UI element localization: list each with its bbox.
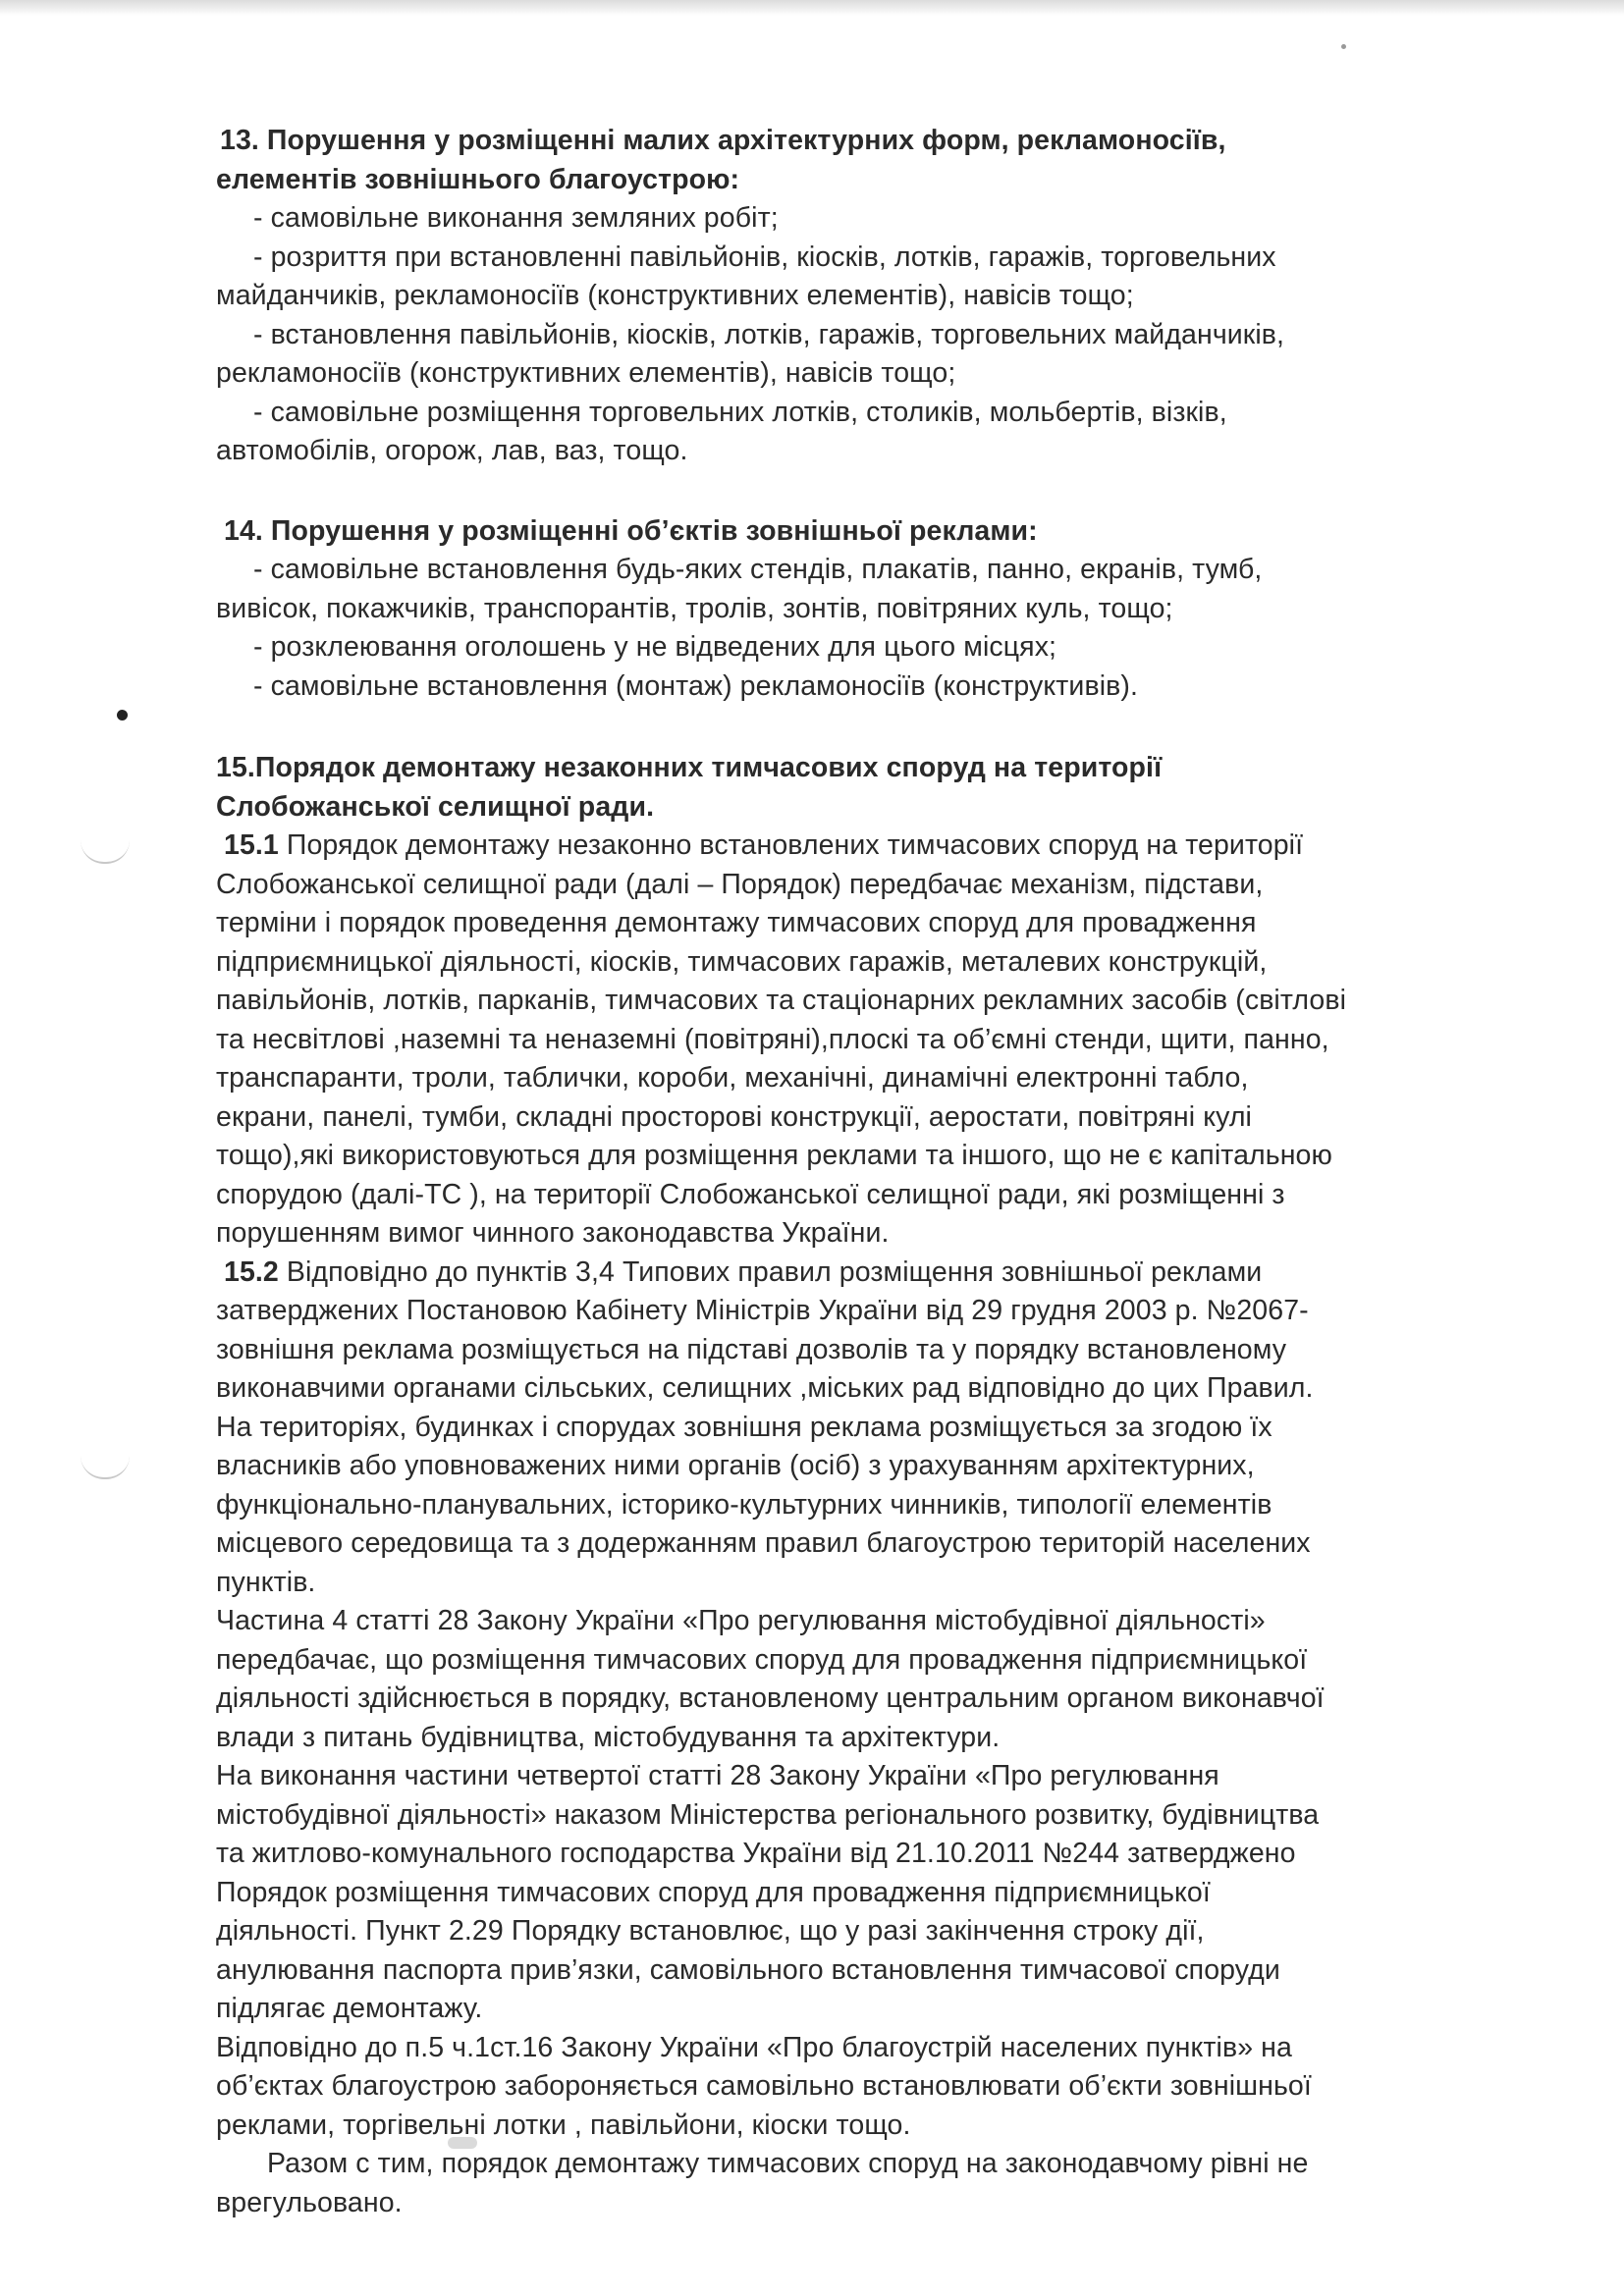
paragraph-line: пунктів. xyxy=(216,1566,316,1598)
list-item-cont: вивісок, покажчиків, транспорантів, тролів, зонтів, повітряних куль, тощо; xyxy=(216,592,1173,624)
list-item: - самовільне розміщення торговельних лотків, столиків, мольбертів, візків, xyxy=(253,396,1227,428)
paragraph-line: На виконання частини четвертої статті 28 Закону України «Про регулювання xyxy=(216,1760,1219,1791)
paragraph-line: затверджених Постановою Кабінету Міністрів України від 29 грудня 2003 р. №2067- xyxy=(216,1295,1309,1326)
paragraph-line: підприємницької діяльності, кіосків, тимчасових гаражів, металевих конструкцій, xyxy=(216,945,1268,978)
punch-hole-mark xyxy=(81,840,130,864)
paragraph-line: діяльності. Пункт 2.29 Порядку встановлює, що у разі закінчення строку дії, xyxy=(216,1915,1205,1947)
paragraph-line: містобудівної діяльності» наказом Міністерства регіонального розвитку, будівництва xyxy=(216,1798,1320,1831)
section-13-title: 13. Порушення у розміщенні малих архітектурних форм, рекламоносіїв, xyxy=(220,125,1226,156)
paragraph-line: транспаранти, троли, таблички, короби, механічні, динамічні електронні табло, xyxy=(216,1062,1249,1094)
document-body xyxy=(216,122,1502,2222)
paragraph-line: виконавчими органами сільських, селищних ,міських рад відповідно до цих Правил. xyxy=(216,1372,1314,1404)
list-item: - самовільне встановлення (монтаж) рекламоносіїв (конструктивів). xyxy=(253,669,1138,702)
paragraph-line: об’єктах благоустрою забороняється самовільно встановлювати об’єкти зовнішньої xyxy=(216,2070,1312,2102)
paragraph-line: терміни і порядок проведення демонтажу тимчасових споруд для провадження xyxy=(216,907,1257,938)
section-14-title: 14. Порушення у розміщенні об’єктів зовнішньої реклами: xyxy=(224,514,1038,547)
paragraph-line: місцевого середовища та з додержанням правил благоустрою територій населених xyxy=(216,1527,1311,1559)
list-item-cont: майданчиків, рекламоносіїв (конструктивних елементів), навісів тощо; xyxy=(216,280,1134,311)
scan-speck xyxy=(1341,44,1346,49)
paragraph-line: та житлово-комунального господарства України від 21.10.2011 №244 затверджено xyxy=(216,1838,1296,1869)
paragraph-line: анулювання паспорта прив’язки, самовільного встановлення тимчасової споруди xyxy=(216,1953,1280,1986)
section-15-title: 15.Порядок демонтажу незаконних тимчасових споруд на території xyxy=(216,752,1163,783)
paragraph-line: влади з питань будівництва, містобудування та архітектури. xyxy=(216,1721,1001,1753)
paragraph-line: павільйонів, лотків, парканів, тимчасових та стаціонарних рекламних засобів (світлові xyxy=(216,985,1347,1016)
list-item: - розриття при встановленні павільйонів, кіосків, лотків, гаражів, торговельних xyxy=(253,240,1276,273)
clause-number: 15.1 xyxy=(224,829,279,861)
paragraph-line: Разом с тим, порядок демонтажу тимчасових споруд на законодавчому рівні не xyxy=(267,2148,1309,2179)
paragraph-line: На територіях, будинках і спорудах зовнішня реклама розміщується за згодою їх xyxy=(216,1411,1272,1443)
list-item-cont: автомобілів, огорож, лав, ваз, тощо. xyxy=(216,435,688,466)
paragraph-line: Слобожанської селищної ради (далі – Порядок) передбачає механізм, підстави, xyxy=(216,868,1264,900)
paragraph-line: власників або уповноважених ними органів (осіб) з урахуванням архітектурних, xyxy=(216,1450,1255,1481)
list-item: - встановлення павільйонів, кіосків, лотків, гаражів, торговельних майданчиків, xyxy=(253,318,1285,350)
paragraph-line: діяльності здійснюється в порядку, встановленому центральним органом виконавчої xyxy=(216,1682,1325,1714)
list-item: - самовільне встановлення будь-яких стендів, плакатів, панно, екранів, тумб, xyxy=(253,554,1263,585)
scan-top-edge xyxy=(0,0,1624,16)
paragraph-line: зовнішня реклама розміщується на підставі дозволів та у порядку встановленому xyxy=(216,1333,1287,1365)
paragraph-line: передбачає, що розміщення тимчасових споруд для провадження підприємницької xyxy=(216,1643,1308,1676)
punch-hole-mark xyxy=(81,1456,130,1479)
paragraph-line: реклами, торгівельні лотки , павільйони, кіоски тощо. xyxy=(216,2109,911,2141)
paragraph-15-2-line: 15.2 Відповідно до пунктів 3,4 Типових правил розміщення зовнішньої реклами xyxy=(224,1255,1263,1288)
paragraph-line: Порядок розміщення тимчасових споруд для провадження підприємницької xyxy=(216,1876,1211,1908)
paragraph-line: та несвітлові ,наземні та неназемні (повітряні),плоскі та об’ємні стенди, щити, панно, xyxy=(216,1023,1329,1055)
list-item: - самовільне виконання земляних робіт; xyxy=(253,202,779,234)
paragraph-line: Частина 4 статті 28 Закону України «Про регулювання містобудівної діяльності» xyxy=(216,1605,1266,1636)
list-item-cont: рекламоносіїв (конструктивних елементів), навісів тощо; xyxy=(216,357,956,389)
paragraph-line: врегульовано. xyxy=(216,2186,403,2218)
paragraph-line: підлягає демонтажу. xyxy=(216,1993,483,2024)
paragraph-line: тощо),які використовуються для розміщення реклами та іншого, що не є капітальною xyxy=(216,1140,1332,1171)
paragraph-15-1-line: 15.1 Порядок демонтажу незаконно встановлених тимчасових споруд на території xyxy=(224,829,1304,861)
paragraph-line: порушенням вимог чинного законодавства України. xyxy=(216,1217,890,1249)
clause-number: 15.2 xyxy=(224,1255,279,1288)
margin-dot xyxy=(117,710,128,721)
paragraph-line: екрани, панелі, тумби, складні просторові конструкції, аеростати, повітряні кулі xyxy=(216,1100,1252,1133)
section-15-title-cont: Слобожанської селищної ради. xyxy=(216,790,655,823)
section-13-title-cont: елементів зовнішнього благоустрою: xyxy=(216,163,740,195)
paragraph-line: спорудою (далі-ТС ), на території Слобожанської селищної ради, які розміщенні з xyxy=(216,1178,1285,1210)
paragraph-line: Відповідно до п.5 ч.1ст.16 Закону України «Про благоустрій населених пунктів» на xyxy=(216,2031,1292,2063)
list-item: - розклеювання оголошень у не відведених для цього місцях; xyxy=(253,631,1057,663)
paragraph-line: функціонально-планувальних, історико-культурних чинників, типології елементів xyxy=(216,1488,1272,1521)
